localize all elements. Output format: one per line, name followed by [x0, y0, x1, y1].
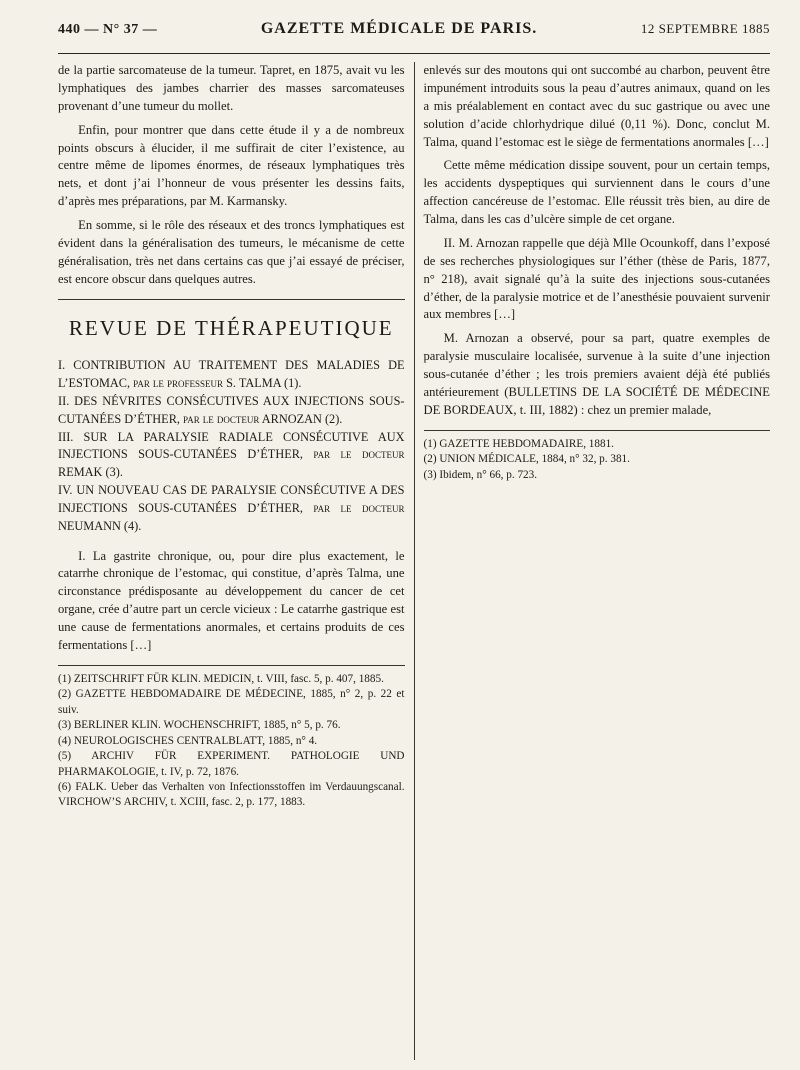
- footnote: (3) BERLINER KLIN. WOCHENSCHRIFT, 1885, n° 5, p. 76.: [58, 719, 341, 732]
- page-number: 440 — N° 37 —: [58, 22, 158, 37]
- footnote: (1) GAZETTE HEBDOMADAIRE, 1881.: [423, 437, 614, 450]
- section-divider: [58, 299, 405, 300]
- journal-title: GAZETTE MÉDICALE DE PARIS.: [260, 20, 538, 37]
- article-item: II. DES NÉVRITES CONSÉCUTIVES AUX INJECTIONS SOUS-CUTANÉES D’ÉTHER, par le docteur ARNOZAN (2).: [58, 393, 405, 426]
- footnote: (4) NEUROLOGISCHES CENTRALBLATT, 1885, n° 4.: [58, 734, 318, 747]
- running-header: [58, 20, 770, 54]
- paragraph: M. Arnozan a observé, pour sa part, quatre exemples de paralysie musculaire localisée, survenue à la suite d’une injection sous-cutanée d’éther ; les trois premiers avaient déjà été publiés antérieurement (BULLETINS DE LA SOCIÉTÉ DE MÉDECINE DE BORDEAUX, t. III, 1882) : chez un premier malade,: [423, 331, 770, 417]
- footnote: (2) GAZETTE HEBDOMADAIRE DE MÉDECINE, 1885, n° 2, p. 22 et suiv.: [58, 688, 405, 716]
- article-item: I. CONTRIBUTION AU TRAITEMENT DES MALADIES DE L’ESTOMAC, par le professeur S. TALMA (1).: [58, 358, 405, 391]
- right-column: [414, 62, 771, 1060]
- article-item: IV. UN NOUVEAU CAS DE PARALYSIE CONSÉCUTIVE A DES INJECTIONS SOUS-CUTANÉES D’ÉTHER, par le docteur NEUMANN (4).: [58, 483, 405, 533]
- paragraph: I. La gastrite chronique, ou, pour dire plus exactement, le catarrhe chronique de l’estomac, qui constitue, d’après Talma, une circonstance prédisposante au développement du cancer de cet organe, crée d’autre part un cercle vicieux : Le catarrhe gastrique est une cause de fermentations anormales, et certains produits de ces fermentations […]: [58, 548, 405, 652]
- text-columns: [58, 62, 770, 1060]
- article-list: [58, 357, 405, 535]
- footnotes-left: [58, 665, 405, 811]
- footnote: (2) UNION MÉDICALE, 1884, n° 32, p. 381.: [423, 453, 630, 466]
- left-intro: [58, 62, 405, 289]
- footnote: (6) FALK. Ueber das Verhalten von Infectionsstoffen im Verdauungscanal. VIRCHOW’S ARCHIV, t. XCIII, fasc. 2, p. 177, 1883.: [58, 781, 405, 809]
- paragraph: II. M. Arnozan rappelle que déjà Mlle Ocounkoff, dans l’exposé de ses recherches physiologiques sur l’éther (thèse de Paris, 1877, n° 218), avait signalé qu’à la suite des injections sous-cutanées d’éther, de la paralysie motrice et de l’anesthésie pouvaient survenir aux membres […]: [423, 235, 770, 322]
- issue-date: 12 SEPTEMBRE 1885: [640, 21, 770, 36]
- paragraph: Enfin, pour montrer que dans cette étude il y a de nombreux points obscurs à élucider, il me suffirait de citer l’existence, au centre même de lipomes énormes, de réseaux lymphatiques très nets, et dont j’ai l’honneur de vous présenter les dessins faits, d’après mes préparations, par M. Karmansky.: [58, 122, 405, 209]
- paragraph: Cette même médication dissipe souvent, pour un certain temps, les accidents dyspeptiques qui surviennent dans le cours d’une affection cancéreuse de l’estomac. Elle réussit très bien, au dire de Talma, dans les cas d’ulcère simple de cet organe.: [423, 158, 770, 226]
- footnote: (5) ARCHIV FÜR EXPERIMENT. PATHOLOGIE UND PHARMAKOLOGIE, t. IV, p. 72, 1876.: [58, 750, 405, 778]
- footnote: (3) Ibidem, n° 66, p. 723.: [423, 468, 538, 481]
- paragraph: de la partie sarcomateuse de la tumeur. Tapret, en 1875, avait vu les lymphatiques des jambes charrier des masses sarcomateuses provenant d’une tumeur du mollet.: [58, 63, 405, 113]
- footnotes-right: [424, 430, 771, 483]
- left-column: [58, 62, 414, 1060]
- footnote: (1) ZEITSCHRIFT FÜR KLIN. MEDICIN, t. VIII, fasc. 5, p. 407, 1885.: [58, 672, 384, 685]
- paragraph: En somme, si le rôle des réseaux et des troncs lymphatiques est évident dans la généralisation des tumeurs, le mécanisme de cette généralisation, très net dans certains cas que j’ai essayé de préciser, est encore obscur dans quelques autres.: [58, 218, 405, 286]
- section-title: REVUE DE THÉRAPEUTIQUE: [68, 315, 394, 340]
- paragraph: enlevés sur des moutons qui ont succombé au charbon, peuvent être impunément introduits sous la peau d’autres animaux, quand on les a mis préalablement en contact avec du suc gastrique ou avec une solution d’acide chlorhydrique dilué (0,11 %). Donc, conclut M. Talma, quand l’estomac est le siège de fermentations anormales […]: [423, 63, 770, 149]
- article-item: III. SUR LA PARALYSIE RADIALE CONSÉCUTIVE AUX INJECTIONS SOUS-CUTANÉES D’ÉTHER, par le docteur REMAK (3).: [58, 429, 405, 480]
